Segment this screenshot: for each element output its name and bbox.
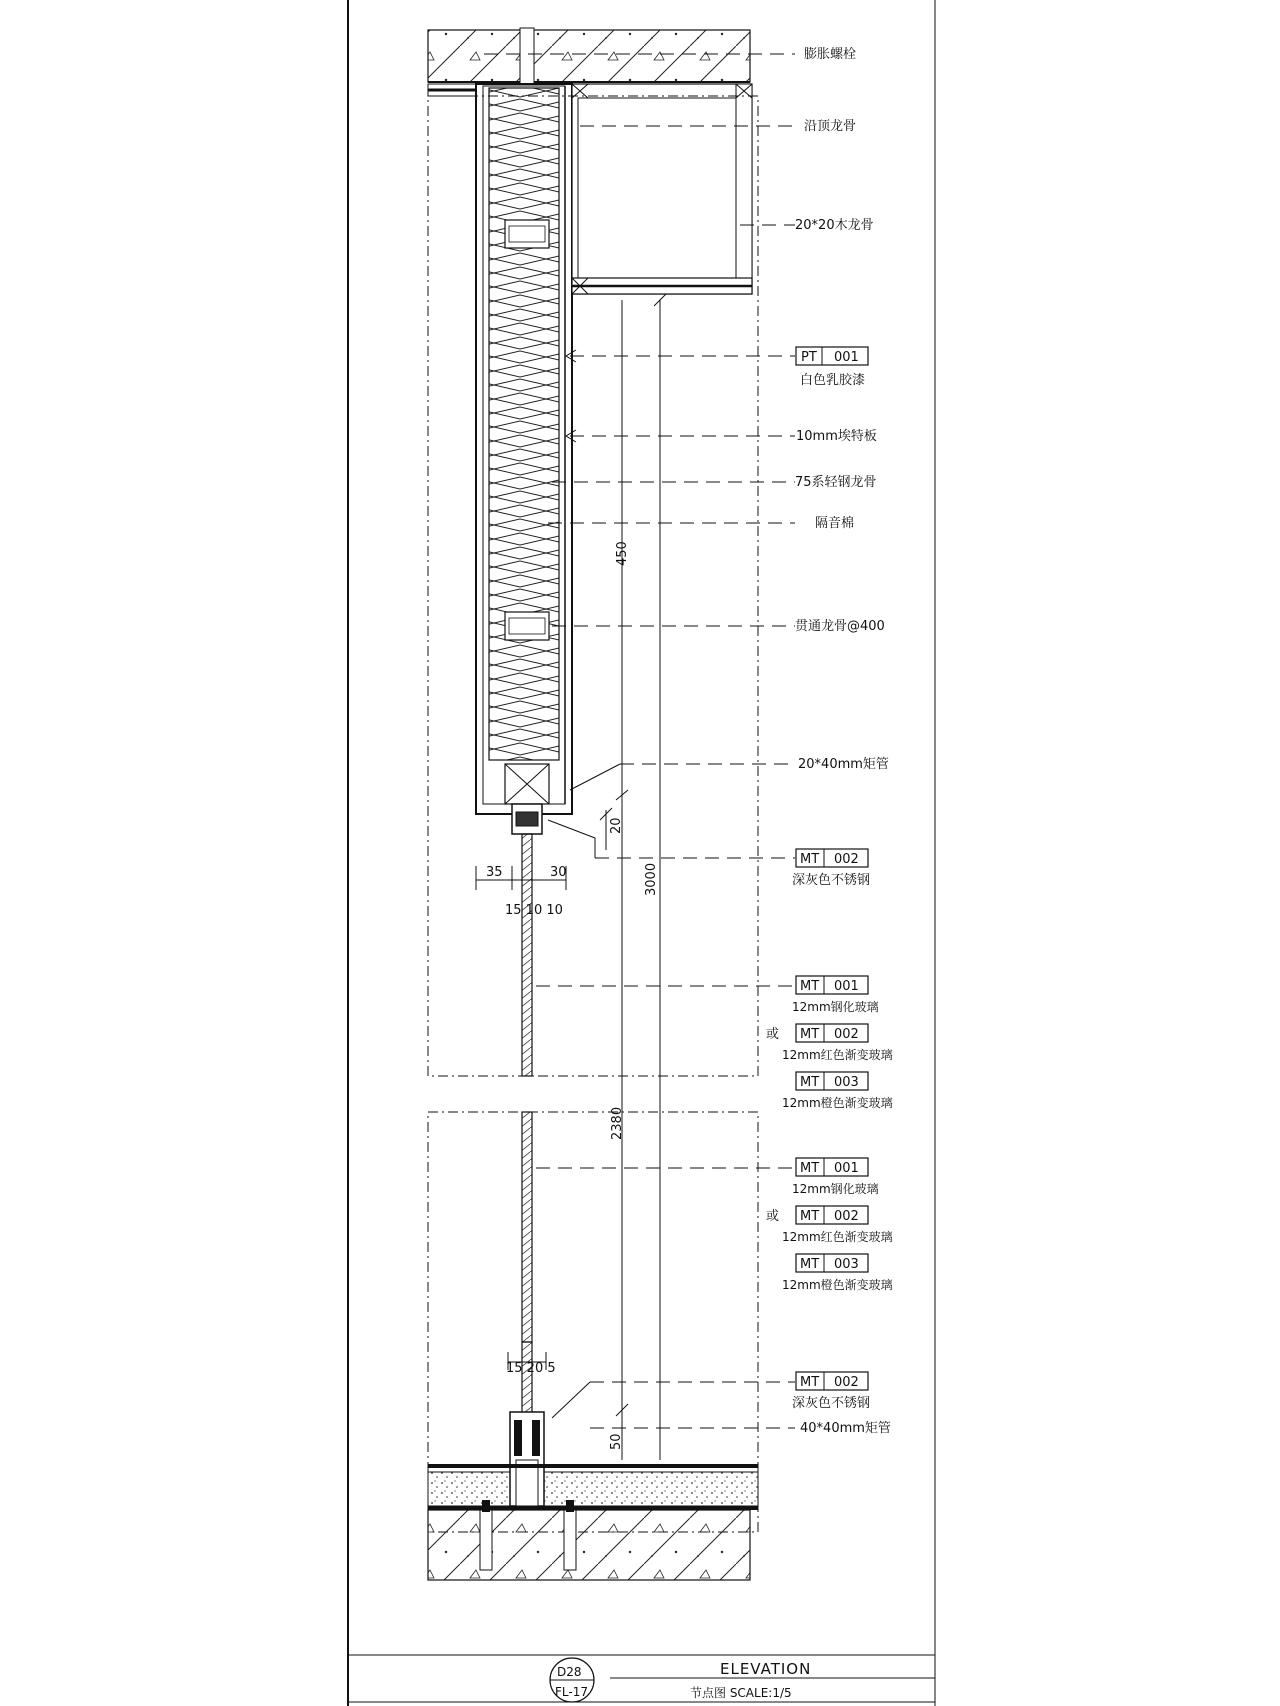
label-glass-red-1: 12mm红色渐变玻璃: [782, 1048, 893, 1062]
label-white-latex: 白色乳胶漆: [800, 373, 866, 388]
label-glass-tempered-1: 12mm钢化玻璃: [792, 1000, 879, 1014]
mt-tag-code-6: MT: [800, 1209, 820, 1224]
drawing-number: D28: [557, 1665, 582, 1679]
dim-50: 50: [609, 1433, 624, 1450]
label-gypsum-board: 10mm埃特板: [796, 429, 877, 444]
mt-tag-code-8: MT: [800, 1375, 820, 1390]
dim-group-top: 15 10 10: [505, 903, 563, 918]
mt-tag-code-1: MT: [800, 852, 820, 867]
glass-pane: [522, 834, 532, 1434]
bottom-channel: [510, 1412, 544, 1506]
sheet-reference: FL-17: [555, 1685, 588, 1699]
detail-boundary-lower: [428, 1112, 758, 1532]
floor-slab: [428, 1466, 758, 1580]
mt-tag-code-5: MT: [800, 1161, 820, 1176]
title-block: [348, 1655, 935, 1702]
callout-labels: [766, 46, 893, 1436]
label-glass-tempered-2: 12mm钢化玻璃: [792, 1182, 879, 1196]
dim-group-bottom: 15 20 5: [506, 1361, 556, 1376]
pt-tag-number: 001: [834, 350, 859, 365]
label-wood-keel: 20*20木龙骨: [795, 218, 874, 233]
dim-20: 20: [609, 817, 624, 834]
mt-tag-number-5: 001: [834, 1161, 859, 1176]
label-rect-tube-bottom: 40*40mm矩管: [800, 1421, 891, 1436]
mt-tag-number-2: 001: [834, 979, 859, 994]
mt-tag-number-7: 003: [834, 1257, 859, 1272]
label-steel-keel: 75系轻钢龙骨: [795, 475, 877, 490]
dim-35: 35: [486, 865, 503, 880]
label-dark-gray-ss-2: 深灰色不锈钢: [792, 1396, 871, 1411]
label-glass-orange-2: 12mm橙色渐变玻璃: [782, 1278, 893, 1292]
mt-tag-number-3: 002: [834, 1027, 859, 1042]
pt-tag-code: PT: [801, 350, 817, 365]
dim-3000: 3000: [644, 862, 659, 896]
mt-tag-number-8: 002: [834, 1375, 859, 1390]
drawing-title: ELEVATION: [720, 1660, 812, 1678]
label-insulation: 隔音棉: [815, 516, 855, 531]
label-or-2: 或: [766, 1209, 780, 1224]
drawing-subtitle: 节点图 SCALE:1/5: [690, 1686, 792, 1700]
ceiling-box: [572, 84, 752, 294]
mt-tag-code-4: MT: [800, 1075, 820, 1090]
dim-2380: 2380: [610, 1106, 625, 1140]
mt-tag-number-1: 002: [834, 852, 859, 867]
label-rect-tube-top: 20*40mm矩管: [798, 757, 889, 772]
dim-450: 450: [615, 541, 630, 566]
label-through-keel: 贯通龙骨@400: [795, 619, 885, 634]
label-ceiling-keel: 沿顶龙骨: [804, 119, 857, 134]
mt-tag-number-6: 002: [834, 1209, 859, 1224]
mt-tag-number-4: 003: [834, 1075, 859, 1090]
label-expansion-bolt: 膨胀螺栓: [804, 47, 857, 62]
label-glass-red-2: 12mm红色渐变玻璃: [782, 1230, 893, 1244]
partition-wall: [476, 84, 572, 834]
label-or-1: 或: [766, 1027, 780, 1042]
dim-30: 30: [550, 865, 567, 880]
mt-tag-code-7: MT: [800, 1257, 820, 1272]
horizontal-dimensions: [476, 866, 566, 1370]
label-dark-gray-ss-1: 深灰色不锈钢: [792, 873, 871, 888]
mt-tag-code-3: MT: [800, 1027, 820, 1042]
mt-tag-code-2: MT: [800, 979, 820, 994]
label-glass-orange-1: 12mm橙色渐变玻璃: [782, 1096, 893, 1110]
